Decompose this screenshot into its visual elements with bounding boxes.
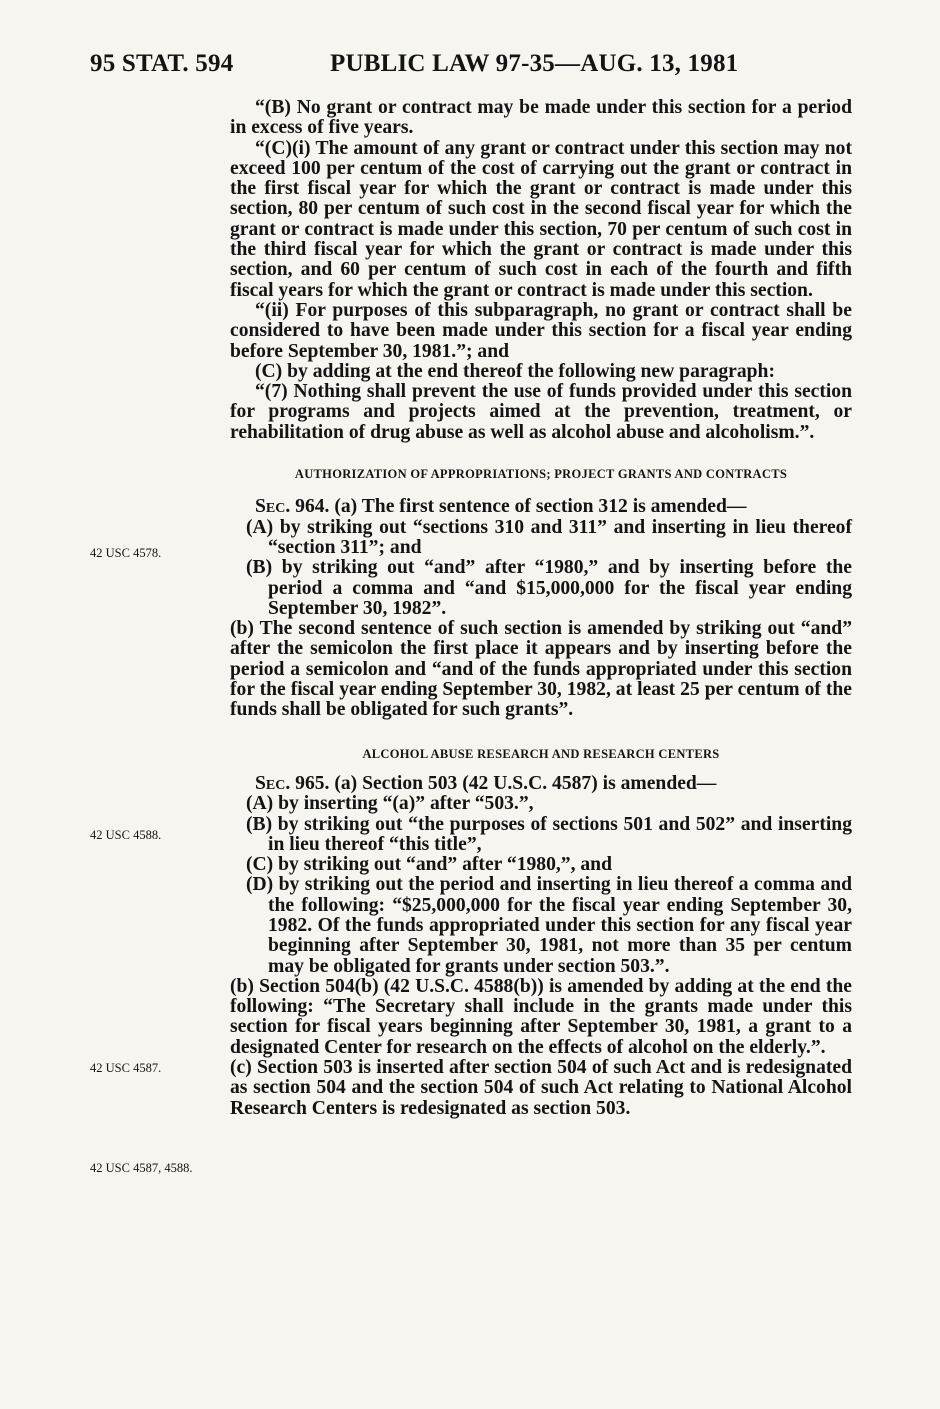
section-label: Sec. 964. bbox=[255, 496, 330, 518]
section-heading: AUTHORIZATION OF APPROPRIATIONS; PROJECT GRANTS AND CONTRACTS bbox=[294, 467, 788, 482]
section-heading: ALCOHOL ABUSE RESEARCH AND RESEARCH CENTERS bbox=[362, 746, 720, 761]
paragraph: (c) Section 503 is inserted after section 504 of such Act and is redesignated as section 504 and the section 504 of such Act relating to National Alcohol Research Centers is redesignated as section 503. bbox=[230, 1057, 852, 1119]
section-paragraph bbox=[230, 774, 852, 794]
paragraph: (b) Section 504(b) (42 U.S.C. 4588(b)) is amended by adding at the end the following: “The Secretary shall include in the grants made under this section for fiscal years beginning after September 30, 1981, a grant to a designated Center for research on the effects of alcohol on the elderly.”. bbox=[230, 975, 852, 1058]
subparagraph: (D) by striking out the period and inserting in lieu thereof a comma and the following: “$25,000,000 for the fiscal year ending September 30, 1982. Of the funds appropriated under this section for any fiscal year beginning after September 30, 1981, not more than 35 per centum may be obligated for grants under section 503.”. bbox=[246, 874, 852, 977]
margin-citation: 42 USC 4578. bbox=[90, 546, 162, 560]
paragraph: “(7) Nothing shall prevent the use of funds provided under this section for programs and projects aimed at the prevention, treatment, or rehabilitation of drug abuse as well as alcohol abuse and alcoholism.”. bbox=[230, 381, 852, 443]
section-paragraph bbox=[230, 497, 852, 517]
subparagraph: (C) by striking out “and” after “1980,”, and bbox=[246, 854, 612, 876]
margin-citation: 42 USC 4587. bbox=[90, 1061, 162, 1075]
section-label: Sec. 965. bbox=[255, 772, 330, 794]
body-text bbox=[230, 98, 852, 1119]
paragraph: (b) The second sentence of such section is amended by striking out “and” after the semicolon the first place it appears and by inserting before the period a semicolon and “and of the funds appropriated under this section for the fiscal year ending September 30, 1982, at least 25 per centum of the funds shall be obligated for such grants”. bbox=[230, 618, 852, 721]
paragraph: “(B) No grant or contract may be made under this section for a period in excess of five years. bbox=[230, 97, 852, 139]
subparagraph: (B) by striking out “and” after “1980,” and by inserting before the period a comma and “and $15,000,000 for the fiscal year ending September 30, 1982”. bbox=[246, 557, 852, 619]
paragraph: “(ii) For purposes of this subparagraph, no grant or contract shall be considered to have been made under this section for a fiscal year ending before September 30, 1981.”; and bbox=[230, 299, 852, 362]
section-text: (a) Section 503 (42 U.S.C. 4587) is amended— bbox=[329, 772, 717, 794]
paragraph: (C) by adding at the end thereof the following new paragraph: bbox=[255, 360, 775, 382]
margin-citation: 42 USC 4587, 4588. bbox=[90, 1161, 193, 1175]
section-text: (a) The first sentence of section 312 is amended— bbox=[329, 496, 747, 518]
subparagraph: (A) by inserting “(a)” after “503.”, bbox=[246, 793, 534, 815]
public-law-header: PUBLIC LAW 97-35—AUG. 13, 1981 bbox=[330, 50, 739, 77]
statute-page-number: 95 STAT. 594 bbox=[90, 50, 234, 77]
margin-citation: 42 USC 4588. bbox=[90, 828, 162, 842]
paragraph: “(C)(i) The amount of any grant or contract under this section may not exceed 100 per centum of the cost of carrying out the grant or contract in the first fiscal year for which the grant or contract is made under this section, 80 per centum of such cost in the second fiscal year for which the grant or contract is made under this section, 70 per centum of such cost in the third fiscal year for which the grant or contract is made under this section, and 60 per centum of such cost in each of the fourth and fifth fiscal years for which the grant or contract is made under this section. bbox=[230, 137, 852, 301]
subparagraph: (B) by striking out “the purposes of sections 501 and 502” and inserting in lieu thereof “this title”, bbox=[246, 813, 852, 855]
subparagraph: (A) by striking out “sections 310 and 311” and inserting in lieu thereof “section 311”; and bbox=[246, 516, 852, 558]
